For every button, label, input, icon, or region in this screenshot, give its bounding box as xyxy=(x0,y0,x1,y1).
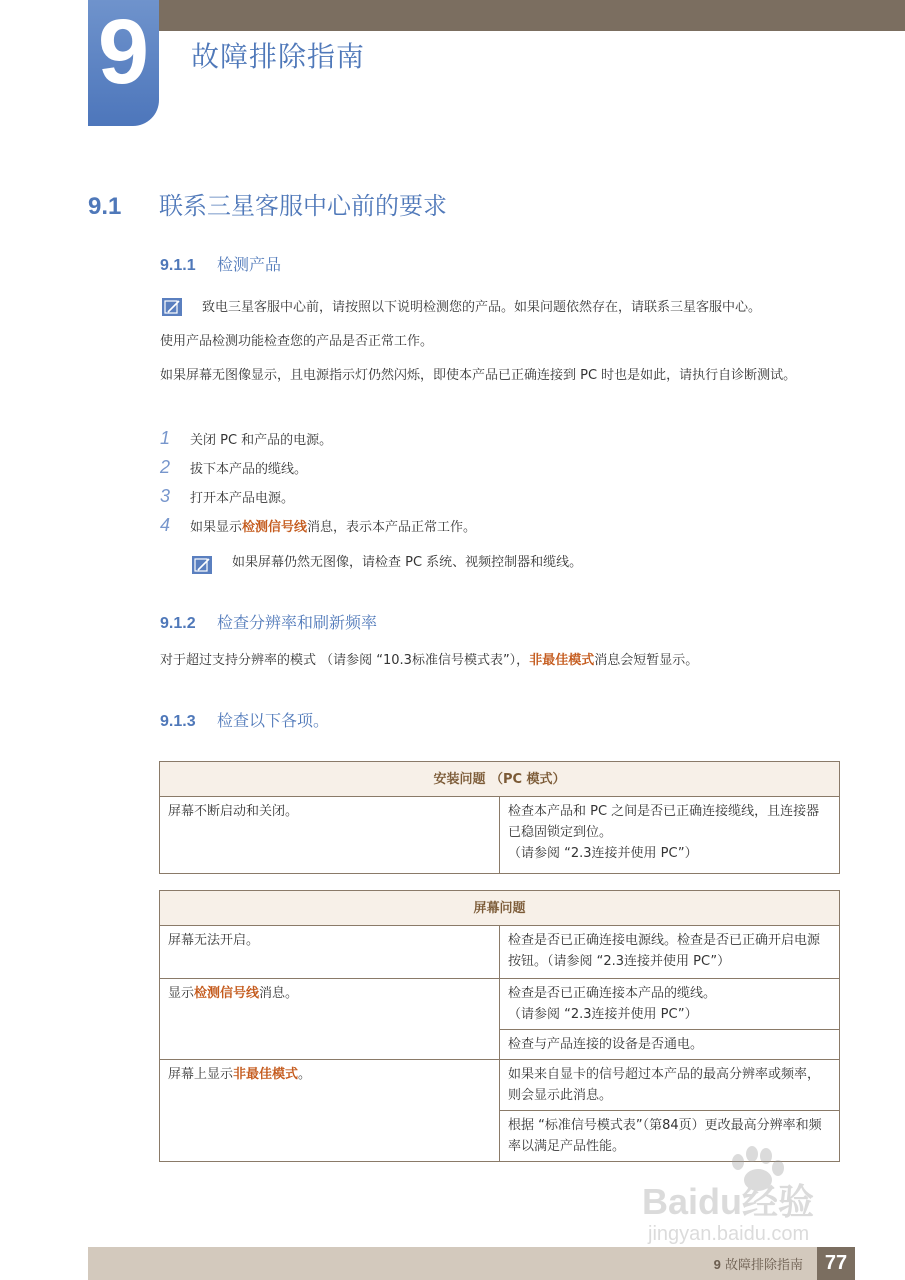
footer-chapter-number: 9 xyxy=(713,1257,721,1272)
problem-cell xyxy=(160,979,500,1060)
subsection-heading-912 xyxy=(160,610,377,633)
problem-text: 。 xyxy=(298,1067,312,1082)
chapter-title: 故障排除指南 xyxy=(191,40,366,73)
highlight-term: 非最佳模式 xyxy=(529,653,595,668)
highlight-term: 检测信号线 xyxy=(194,986,260,1001)
subsection-title: 检测产品 xyxy=(217,255,282,274)
section-heading xyxy=(88,186,447,221)
note-icon xyxy=(162,298,182,316)
paragraph-text: 消息会短暂显示。 xyxy=(594,653,699,668)
paragraph-text: 对于超过支持分辨率的模式 （请参阅 “10.3标准信号模式表”）， xyxy=(160,653,530,668)
step-number: 1 xyxy=(160,428,171,448)
section-number: 9.1 xyxy=(88,193,122,220)
problem-cell: 屏幕无法开启。 xyxy=(160,926,500,979)
subsection-number: 9.1.1 xyxy=(160,257,196,274)
step-number: 4 xyxy=(160,515,171,535)
problem-text: 消息。 xyxy=(259,986,299,1001)
table-row xyxy=(160,797,840,874)
step-number: 3 xyxy=(160,486,171,506)
table-header: 安装问题 （PC 模式） xyxy=(160,762,840,797)
problem-text: 屏幕上显示 xyxy=(168,1067,234,1082)
solution-cell xyxy=(500,979,840,1030)
highlight-term: 非最佳模式 xyxy=(233,1067,299,1082)
paragraph xyxy=(160,648,840,674)
note-text: 致电三星客服中心前，请按照以下说明检测您的产品。如果问题依然存在，请联系三星客服中心。 xyxy=(202,300,762,315)
solution-cell: 检查与产品连接的设备是否通电。 xyxy=(500,1030,840,1060)
solution-text: 检查本产品和 PC 之间是否已正确连接缆线，且连接器已稳固锁定到位。 xyxy=(508,804,820,840)
screen-problems-table xyxy=(159,890,840,1162)
subsection-heading-913 xyxy=(160,708,329,731)
solution-cell: 如果来自显卡的信号超过本产品的最高分辨率或频率，则会显示此消息。 xyxy=(500,1060,840,1111)
step-text: 关闭 PC 和产品的电源。 xyxy=(190,433,333,448)
subsection-number: 9.1.2 xyxy=(160,615,196,632)
step-text: 消息，表示本产品正常工作。 xyxy=(307,520,477,535)
footer-chapter-title: 故障排除指南 xyxy=(724,1258,803,1273)
step-item xyxy=(160,515,476,538)
top-bar xyxy=(158,0,905,31)
section-title: 联系三星客服中心前的要求 xyxy=(159,192,447,220)
step-text: 打开本产品电源。 xyxy=(190,491,295,506)
subsection-heading-911 xyxy=(160,252,281,275)
step-item xyxy=(160,428,332,451)
watermark-line1: Baidu经验 xyxy=(642,1181,815,1222)
solution-cell: 根据 “标准信号模式表”（第84页）更改最高分辨率和频率以满足产品性能。 xyxy=(500,1111,840,1162)
table-row xyxy=(160,1060,840,1111)
paragraph: 使用产品检测功能检查您的产品是否正常工作。 xyxy=(160,334,434,349)
step-text: 如果显示 xyxy=(190,520,243,535)
table-row xyxy=(160,926,840,979)
step-number: 2 xyxy=(160,457,171,477)
solution-text: 检查是否已正确连接本产品的缆线。 xyxy=(508,986,717,1001)
solution-cell xyxy=(500,797,840,874)
step-item xyxy=(160,486,294,509)
page-number: 77 xyxy=(817,1247,855,1280)
table-header: 屏幕问题 xyxy=(160,891,840,926)
baidu-watermark xyxy=(640,1140,860,1250)
subsection-title: 检查分辨率和刷新频率 xyxy=(217,613,378,632)
table-row xyxy=(160,979,840,1030)
note-icon xyxy=(192,556,212,574)
footer-chapter-label xyxy=(714,1254,803,1273)
paragraph: 如果屏幕无图像显示，且电源指示灯仍然闪烁，即使本产品已正确连接到 PC 时也是如此，请执行自诊断测试。 xyxy=(160,368,797,383)
solution-cell: 检查是否已正确连接电源线。检查是否已正确开启电源按钮。（请参阅 “2.3连接并使用 PC”） xyxy=(500,926,840,979)
step-item xyxy=(160,457,307,480)
solution-text: （请参阅 “2.3连接并使用 PC”） xyxy=(508,1007,698,1022)
problem-text: 显示 xyxy=(168,986,195,1001)
note-text: 如果屏幕仍然无图像，请检查 PC 系统、视频控制器和缆线。 xyxy=(232,555,583,570)
solution-text: （请参阅 “2.3连接并使用 PC”） xyxy=(508,846,698,861)
problem-cell xyxy=(160,1060,500,1162)
subsection-title: 检查以下各项。 xyxy=(217,711,330,730)
chapter-number: 9 xyxy=(97,1,150,103)
footer-bar xyxy=(88,1247,817,1280)
watermark-line2: jingyan.baidu.com xyxy=(648,1223,810,1245)
highlight-term: 检测信号线 xyxy=(242,520,308,535)
subsection-number: 9.1.3 xyxy=(160,713,196,730)
problem-cell: 屏幕不断启动和关闭。 xyxy=(160,797,500,874)
step-text: 拔下本产品的缆线。 xyxy=(190,462,308,477)
install-problems-table xyxy=(159,761,840,874)
chapter-number-block xyxy=(88,0,159,126)
